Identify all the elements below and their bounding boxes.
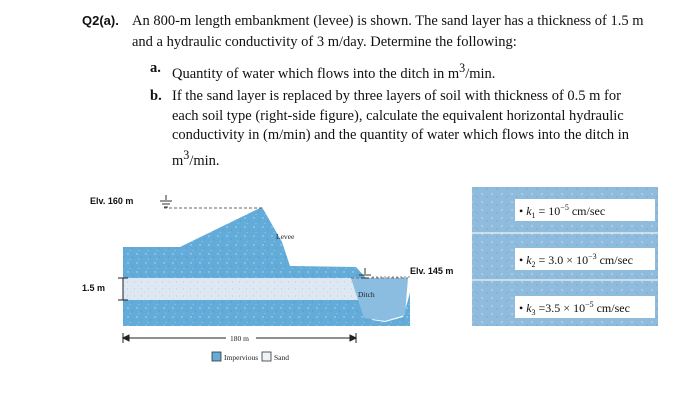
ditch-label: Ditch [358, 290, 375, 299]
question-text: An 800-m length embankment (levee) is shown. The sand layer has a thickness of 1.5 m and a hydraulic conductivity of 3 m/day. Determine the following: [132, 13, 644, 50]
water-level-left-icon [160, 195, 172, 207]
elevation-right-label: Elv. 145 m [410, 266, 454, 276]
legend-sand-label: Sand [274, 353, 289, 362]
thickness-label: 1.5 m [82, 283, 106, 293]
elevation-left-label: Elv. 160 m [90, 196, 134, 206]
legend-sand-swatch [262, 352, 271, 361]
superscript: 3 [459, 61, 466, 75]
sub-question-text: If the sand layer is replaced by three layers of soil with thickness of 0.5 m for each soil type (right-side figure), calculate the equivalent horizontal hydraulic conductivity in (m/min) and the quantity of water which flows into the ditch in m [172, 88, 630, 169]
sub-question-tail: /min. [189, 152, 220, 169]
sub-question-marker: b. [150, 88, 162, 105]
layer-1-conductivity: • $k_1 = 10^{-5}$ cm/sec [519, 203, 606, 220]
sub-question-text: Quantity of water which flows into the ditch in m [172, 65, 460, 82]
distance-label: 180 m [230, 334, 249, 343]
sub-question-tail: /min. [465, 65, 496, 82]
layer-2-conductivity: • $k_2 = 3.0 \times 10^{-3}$ cm/sec [519, 252, 633, 269]
superscript: 3 [183, 147, 190, 162]
legend-impervious-swatch [212, 352, 221, 361]
sub-question-marker: a. [150, 60, 161, 76]
legend-impervious-label: Impervious [224, 353, 259, 362]
legend [212, 352, 289, 362]
levee-label: Levee [276, 232, 295, 241]
layer-3-conductivity: • $k_3 =3.5 \times 10^{-5}$ cm/sec [519, 300, 630, 317]
question-label: Q2(a). [82, 13, 119, 28]
